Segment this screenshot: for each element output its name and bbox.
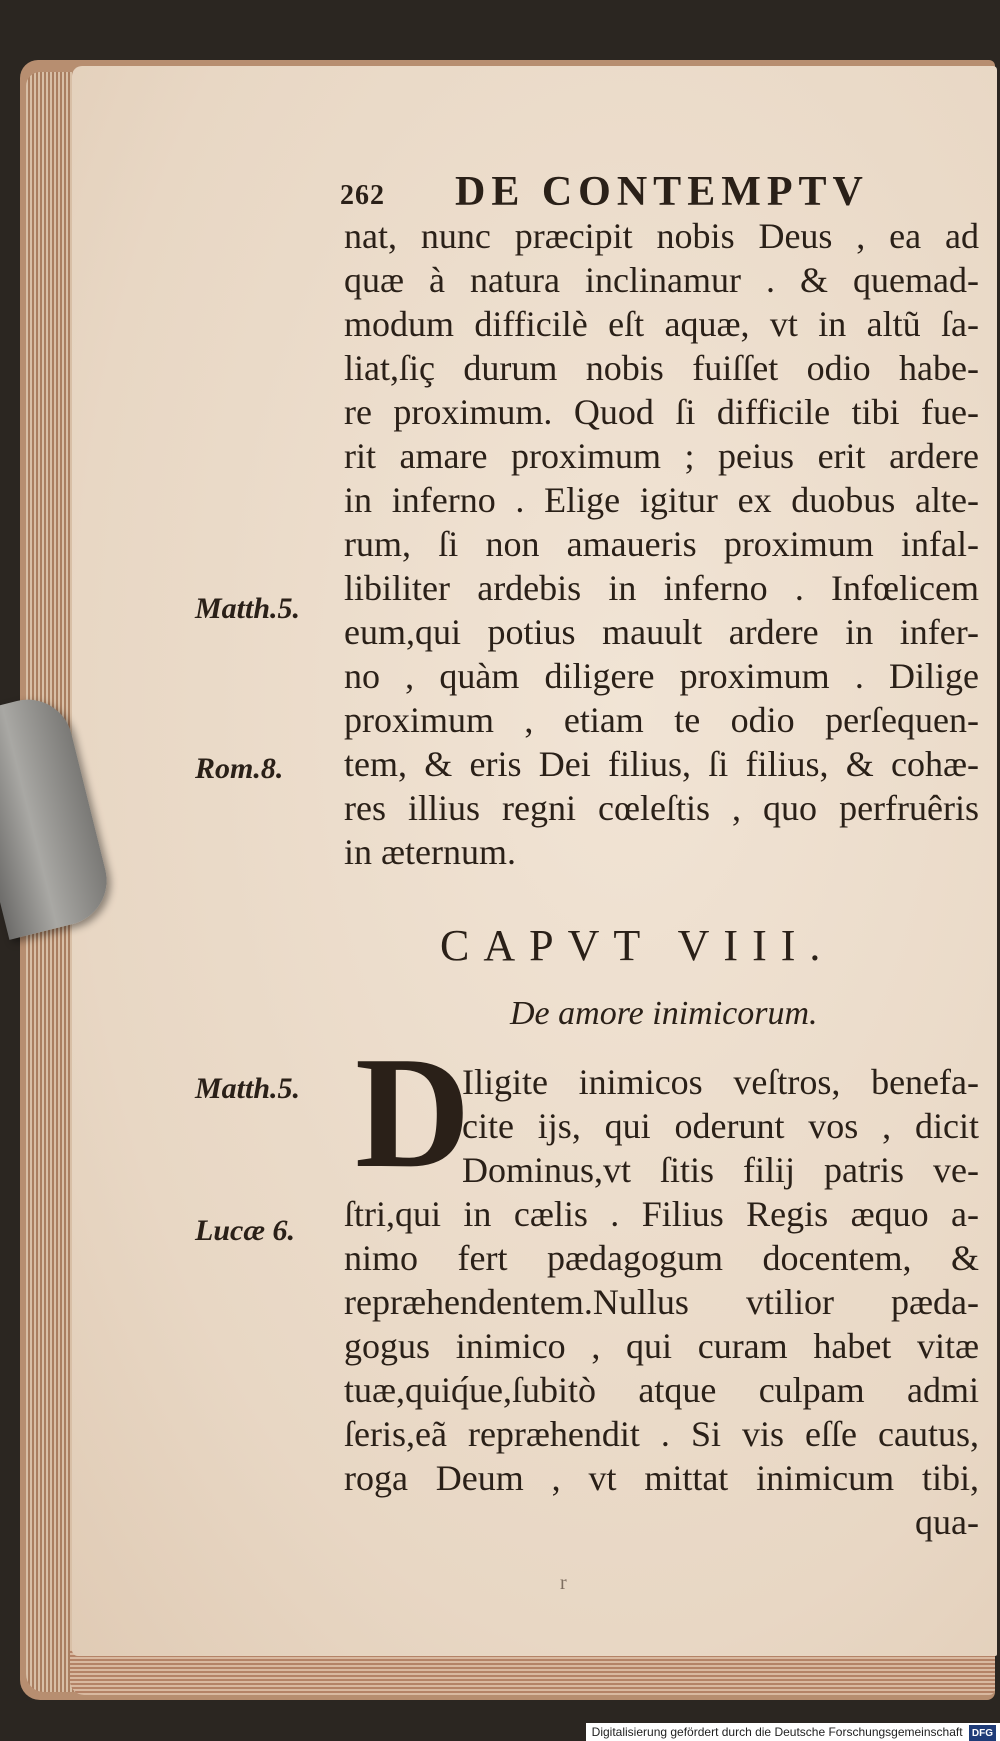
text-line: proximum , etiam te odio perſequen- — [344, 700, 979, 740]
page-edges-bottom — [70, 1650, 995, 1695]
text-line: nimo fert pædagogum docentem, & — [344, 1238, 979, 1278]
credit-text: Digitalisierung gefördert durch die Deutsche Forschungsgemeinschaft — [591, 1725, 963, 1739]
text-line: no , quàm diligere proximum . Dilige — [344, 656, 979, 696]
text-line: Dominus,vt ſitis filij patris ve- — [462, 1150, 979, 1190]
text-line: cite ijs, qui oderunt vos , dicit — [462, 1106, 979, 1146]
text-line: modum difficilè eſt aquæ, vt in altũ ſa- — [344, 304, 979, 344]
text-line: liat,ſiç durum nobis fuiſſet odio habe- — [344, 348, 979, 388]
chapter-subtitle: De amore inimicorum. — [510, 995, 818, 1032]
text-line: rum, ſi non amaueris proximum infal- — [344, 524, 979, 564]
text-line: ſeris,eã repræhendit . Si vis eſſe cautus, — [344, 1414, 979, 1454]
dfg-logo: DFG — [969, 1725, 996, 1741]
signature-mark: r — [560, 1572, 567, 1594]
text-line: tuæ,quiq́ue,ſubitò atque culpam admi — [344, 1370, 979, 1410]
page-number: 262 — [340, 180, 385, 211]
text-line: in æternum. — [344, 832, 516, 872]
text-line: roga Deum , vt mittat inimicum tibi, — [344, 1458, 979, 1498]
margin-note-luc: Lucæ 6. — [195, 1214, 295, 1247]
text-line: repræhendentem.Nullus vtilior pæda- — [344, 1282, 979, 1322]
text-line: gogus inimico , qui curam habet vitæ — [344, 1326, 979, 1366]
catchword: qua- — [915, 1502, 979, 1542]
text-line: nat, nunc præcipit nobis Deus , ea ad — [344, 216, 979, 256]
text-line: rit amare proximum ; peius erit ardere — [344, 436, 979, 476]
margin-note-matth: Matth.5. — [195, 1072, 301, 1105]
text-line: in inferno . Elige igitur ex duobus alte- — [344, 480, 979, 520]
text-line: res illius regni cœleſtis , quo perfruêris — [344, 788, 979, 828]
text-line: eum,qui potius mauult ardere in infer- — [344, 612, 979, 652]
digitization-credit — [586, 1723, 1000, 1741]
text-line: ſtri,qui in cælis . Filius Regis æquo a- — [344, 1194, 979, 1234]
margin-note-rom: Rom.8. — [195, 752, 284, 785]
text-line: re proximum. Quod ſi difficile tibi fue- — [344, 392, 979, 432]
text-line: tem, & eris Dei filius, ſi filius, & cohæ- — [344, 744, 979, 784]
running-head — [340, 168, 900, 218]
chapter-title: CAPVT VIII. — [440, 921, 835, 970]
text-line: Iligite inimicos veſtros, benefa- — [462, 1062, 979, 1102]
margin-note-matth: Matth.5. — [195, 592, 301, 625]
text-line: quæ à natura inclinamur . & quemad- — [344, 260, 979, 300]
text-line: libiliter ardebis in inferno . Infœlicem — [344, 568, 979, 608]
running-title: DE CONTEMPTV — [455, 169, 869, 215]
drop-initial: D — [355, 1023, 471, 1201]
